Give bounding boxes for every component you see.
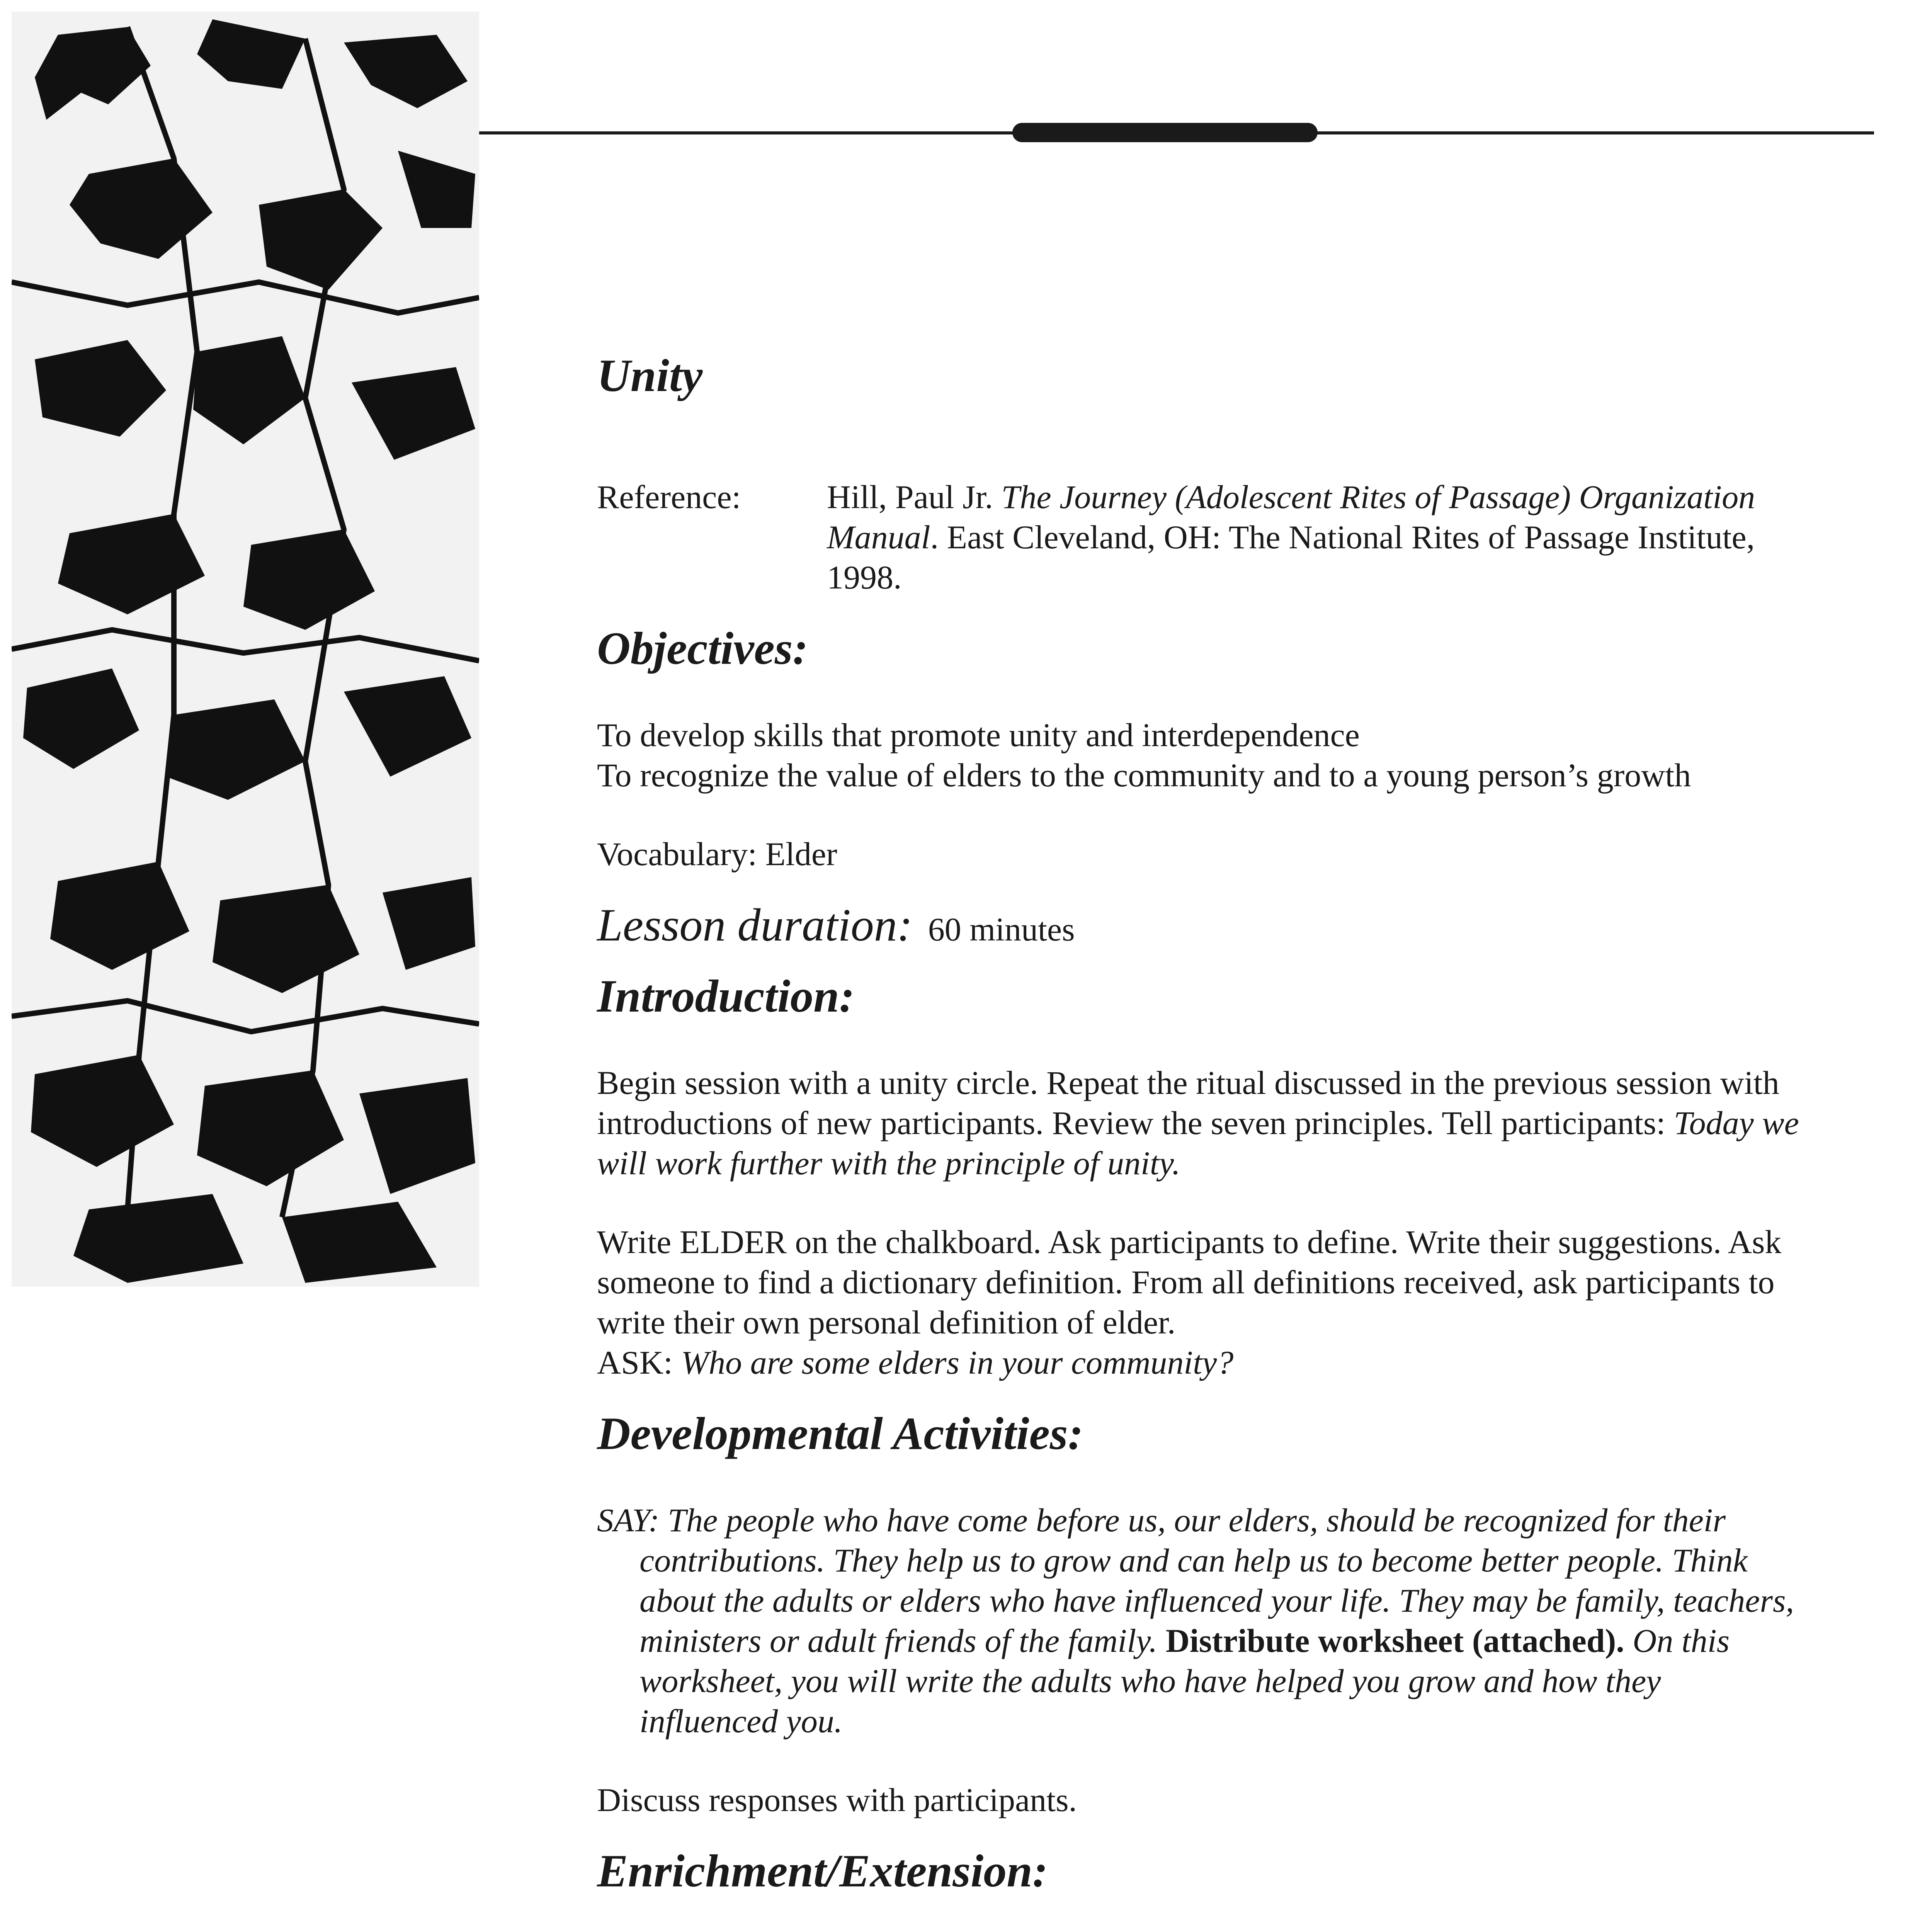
lesson-content [597, 348, 1803, 1932]
decorative-crackle-panel [12, 12, 479, 1287]
reference-author: Hill, Paul Jr. [827, 478, 1002, 515]
ask-question: Who are some elders in your community? [681, 1344, 1234, 1381]
say-label: SAY: [597, 1502, 668, 1539]
objectives-heading: Objectives: [597, 622, 808, 674]
duration-value: 60 minutes [928, 911, 1075, 948]
enrichment-heading: Enrichment/Extension: [597, 1845, 1048, 1896]
say-paragraph [597, 1500, 1803, 1741]
lesson-duration [597, 897, 1803, 953]
introduction-paragraph [597, 1063, 1803, 1183]
reference-work-title: The Journey (Adolescent Rites of Passage) Organization Manual [827, 478, 1755, 556]
say-instruction: Distribute worksheet (attached). [1165, 1622, 1624, 1659]
reference-text [827, 477, 1803, 597]
intro-text: Begin session with a unity circle. Repeat the ritual discussed in the previous session with introductions of new participants. Review the seven principles. Tell participants: [597, 1064, 1779, 1141]
intro-quote: Today we will work further with the principle of unity. [597, 1104, 1799, 1182]
reference-label: Reference: [597, 478, 741, 515]
ask-label: ASK: [597, 1344, 681, 1381]
say-text: The people who have come before us, our elders, should be recognized for their contributions. They help us to grow and can help us to become better people. Think about the adults or elders who have influenced your life. They may be family, teachers, ministers or adult friends of the family. [639, 1502, 1794, 1659]
objective-item: To develop skills that promote unity and interdependence [597, 716, 1360, 753]
discuss-line: Discuss responses with participants. [597, 1781, 1077, 1818]
objective-item: To recognize the value of elders to the community and to a young person’s growth [597, 757, 1691, 794]
reference-publication: . East Cleveland, OH: The National Rites of Passage Institute, 1998. [827, 519, 1755, 596]
say-text: On this worksheet, you will write the adults who have helped you grow and how they influenced you. [639, 1622, 1730, 1740]
introduction-heading: Introduction: [597, 970, 855, 1022]
reference-block [597, 477, 1803, 597]
developmental-heading: Developmental Activities: [597, 1408, 1083, 1459]
introduction-paragraph: Write ELDER on the chalkboard. Ask participants to define. Write their suggestions. Ask someone to find a dictionary definition. From all definitions received, ask participants to write their own personal definition of elder. [597, 1223, 1782, 1341]
page-title: Unity [597, 350, 703, 401]
duration-heading: Lesson duration: [597, 899, 913, 951]
vocabulary: Vocabulary: Elder [597, 835, 837, 872]
header-rule-ornament [1012, 123, 1318, 142]
ask-line [597, 1342, 1803, 1383]
